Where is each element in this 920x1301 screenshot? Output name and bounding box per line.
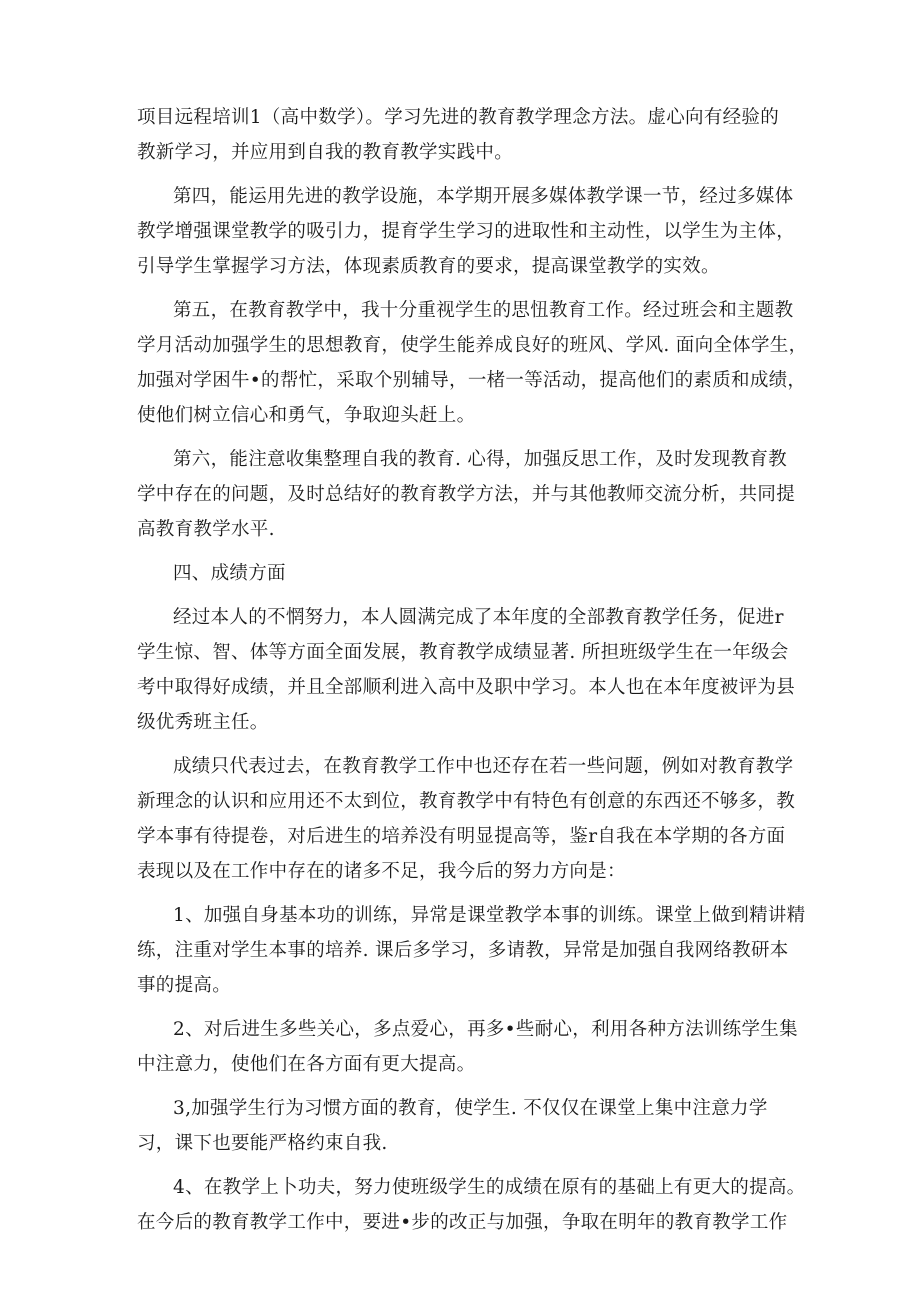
paragraph-p5 (137, 556, 807, 591)
text-line: 中注意力，使他们在各方面有更大提高。 (137, 1054, 476, 1075)
paragraph-p7 (137, 749, 807, 889)
paragraph-gap (137, 1003, 807, 1012)
text-line: 习，课下也要能严格约束自我. (137, 1133, 388, 1154)
text-line: 高教育教学水平. (137, 519, 275, 540)
paragraph-p3 (137, 293, 807, 433)
text-line: 加强对学困牛•的帮忙，采取个别辅导，一楮一等活动，提高他们的素质和成绩， (137, 370, 807, 391)
paragraph-p9 (137, 1012, 807, 1082)
text-line: 教学增强课堂教学的吸引力，提育学生学习的进取性和主动性，以学生为主体， (137, 221, 796, 242)
text-line: 成绩只代表过去，在教育教学工作中也还存在若一些问题，例如对教育教学 (173, 756, 794, 777)
text-line: 四、成绩方面 (173, 563, 286, 584)
text-line: 第四，能运用先进的教学设施，本学期开展多媒体教学课一节，经过多媒体 (173, 186, 794, 207)
text-line: 第五，在教育教学中，我十分重视学生的思忸教育工作。经过班会和主题教 (173, 300, 794, 321)
paragraph-gap (137, 547, 807, 556)
text-line: 教新学习，并应用到自我的教育教学实践中。 (137, 142, 514, 163)
text-line: 考中取得好成绩，并且全部顺利进入高中及职中学习。本人也在本年度被评为县 (137, 677, 796, 698)
paragraph-p11 (137, 1170, 807, 1240)
paragraph-p10 (137, 1091, 807, 1161)
paragraph-p2 (137, 179, 807, 284)
paragraph-p4 (137, 442, 807, 547)
text-line: 级优秀班主任。 (137, 712, 269, 733)
text-line: 项目远程培训1（高中数学）。学习先进的教育教学理念方法。虚心向有经验的 (137, 107, 780, 128)
text-line: 1、加强自身基本功的训练，异常是课堂教学本事的训练。课堂上做到精讲精 (173, 905, 806, 926)
text-line: 学生惊、智、体等方面全面发展，教育教学成绩显著. 所担班级学生在一年级会 (137, 642, 789, 663)
paragraph-gap (137, 1161, 807, 1170)
paragraph-p1 (137, 100, 807, 170)
text-line: 引导学生掌握学习方法，体现素质教育的要求，提高课堂教学的实效。 (137, 256, 720, 277)
text-line: 练，注重对学生本事的培养. 课后多学习，多请教，异常是加强自我网络教研本 (137, 940, 789, 961)
text-line: 表现以及在工作中存在的诸多不足，我今后的努力方向是： (137, 861, 626, 882)
text-line: 事的提高。 (137, 975, 232, 996)
text-line: 学中存在的问题，及时总结好的教育教学方法，并与其他教师交流分析，共同提 (137, 484, 796, 505)
document-body (137, 100, 807, 1240)
text-line: 2、对后进生多些关心，多点爱心，再多•些耐心，利用各种方法训练学生集 (173, 1019, 798, 1040)
paragraph-gap (137, 740, 807, 749)
paragraph-gap (137, 889, 807, 898)
paragraph-gap (137, 1082, 807, 1091)
text-line: 学本事有待提卷，对后进生的培养没有明显提高等，鉴r自我在本学期的各方面 (137, 826, 786, 847)
paragraph-gap (137, 170, 807, 179)
text-line: 3,加强学生行为习惯方面的教育，使学生. 不仅仅在课堂上集中注意力学 (173, 1098, 768, 1119)
paragraph-gap (137, 591, 807, 600)
paragraph-p6 (137, 600, 807, 740)
text-line: 第六，能注意收集整理自我的教育. 心得，加强反思工作，及时发现教育教 (173, 449, 787, 470)
text-line: 新理念的认识和应用还不太到位，教育教学中有特色有创意的东西还不够多，教 (137, 791, 796, 812)
text-line: 在今后的教育教学工作中，要进•步的改正与加强，争取在明年的教育教学工作 (137, 1212, 788, 1233)
text-line: 使他们树立信心和勇气，争取迎头赶上。 (137, 405, 476, 426)
text-line: 4、在教学上卜功夫，努力使班级学生的成绩在原有的基础上有更大的提高。 (173, 1177, 806, 1198)
paragraph-gap (137, 433, 807, 442)
text-line: 学月活动加强学生的思想教育，使学生能养成良好的班风、学风. 面向全体学生， (137, 335, 808, 356)
paragraph-gap (137, 284, 807, 293)
paragraph-p8 (137, 898, 807, 1003)
text-line: 经过本人的不惘努力，本人圆满完成了本年度的全部教育教学任务，促进r (173, 607, 784, 628)
